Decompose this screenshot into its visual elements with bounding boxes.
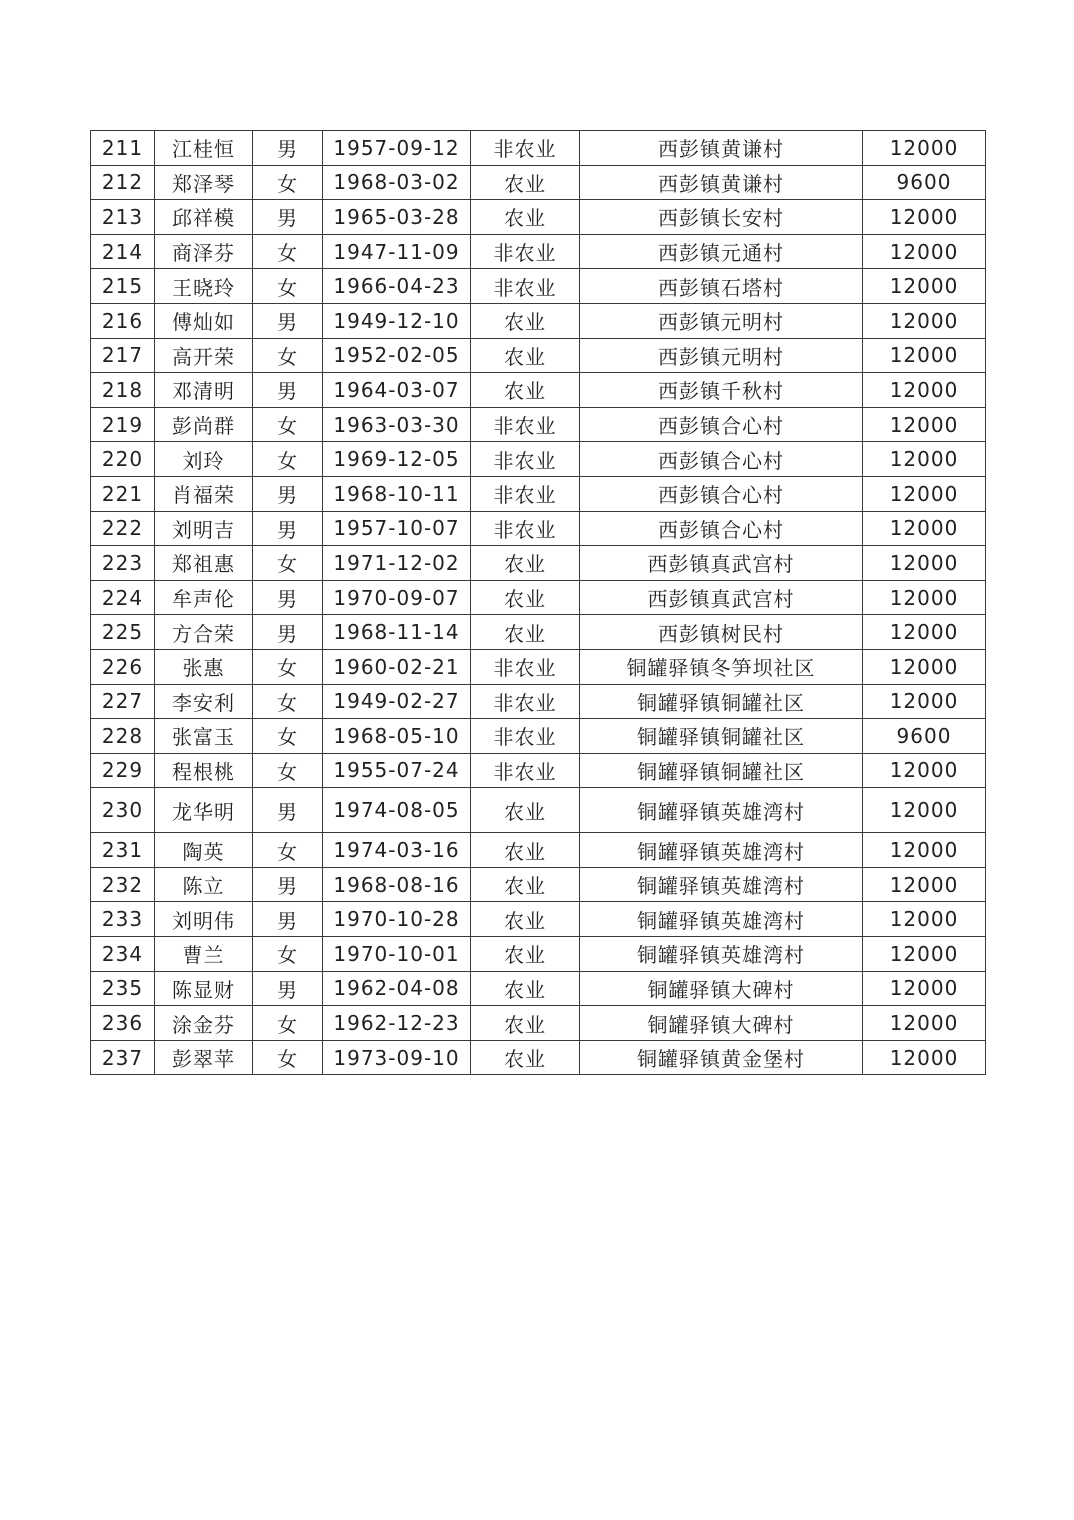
cell-gender: 女 [253, 649, 323, 684]
cell-gender: 男 [253, 902, 323, 937]
cell-household-type: 非农业 [471, 442, 580, 477]
table-row [91, 1040, 986, 1075]
cell-address: 西彭镇真武宫村 [580, 546, 863, 581]
cell-serial-number: 214 [91, 234, 155, 269]
cell-serial-number: 220 [91, 442, 155, 477]
table-row [91, 902, 986, 937]
cell-name: 龙华明 [155, 788, 253, 833]
table-row [91, 971, 986, 1006]
cell-gender: 女 [253, 1040, 323, 1075]
cell-birth-date: 1974-03-16 [323, 833, 471, 868]
cell-serial-number: 228 [91, 719, 155, 754]
table-body [91, 131, 986, 1075]
cell-birth-date: 1971-12-02 [323, 546, 471, 581]
cell-gender: 女 [253, 338, 323, 373]
cell-amount: 12000 [863, 1040, 986, 1075]
cell-serial-number: 237 [91, 1040, 155, 1075]
cell-birth-date: 1968-03-02 [323, 165, 471, 200]
table-row [91, 684, 986, 719]
cell-birth-date: 1973-09-10 [323, 1040, 471, 1075]
cell-serial-number: 234 [91, 937, 155, 972]
cell-gender: 男 [253, 511, 323, 546]
cell-serial-number: 223 [91, 546, 155, 581]
cell-birth-date: 1968-10-11 [323, 476, 471, 511]
cell-name: 刘明伟 [155, 902, 253, 937]
cell-birth-date: 1963-03-30 [323, 407, 471, 442]
cell-household-type: 非农业 [471, 269, 580, 304]
cell-household-type: 农业 [471, 937, 580, 972]
table-row [91, 373, 986, 408]
cell-serial-number: 212 [91, 165, 155, 200]
cell-address: 铜罐驿镇黄金堡村 [580, 1040, 863, 1075]
cell-address: 铜罐驿镇英雄湾村 [580, 788, 863, 833]
cell-amount: 12000 [863, 867, 986, 902]
cell-household-type: 农业 [471, 971, 580, 1006]
cell-serial-number: 230 [91, 788, 155, 833]
cell-household-type: 非农业 [471, 684, 580, 719]
cell-address: 铜罐驿镇英雄湾村 [580, 867, 863, 902]
table-row [91, 338, 986, 373]
cell-amount: 12000 [863, 684, 986, 719]
table-row [91, 867, 986, 902]
cell-birth-date: 1970-09-07 [323, 580, 471, 615]
cell-amount: 9600 [863, 165, 986, 200]
table-row [91, 719, 986, 754]
cell-amount: 12000 [863, 753, 986, 788]
cell-amount: 12000 [863, 580, 986, 615]
cell-household-type: 非农业 [471, 719, 580, 754]
cell-name: 彭翠苹 [155, 1040, 253, 1075]
cell-household-type: 农业 [471, 902, 580, 937]
cell-name: 邱祥模 [155, 200, 253, 235]
cell-address: 铜罐驿镇铜罐社区 [580, 719, 863, 754]
table-row [91, 753, 986, 788]
cell-household-type: 农业 [471, 303, 580, 338]
table-row [91, 234, 986, 269]
cell-name: 牟声伦 [155, 580, 253, 615]
cell-amount: 12000 [863, 269, 986, 304]
cell-birth-date: 1957-10-07 [323, 511, 471, 546]
cell-serial-number: 221 [91, 476, 155, 511]
cell-gender: 女 [253, 269, 323, 304]
cell-gender: 男 [253, 476, 323, 511]
cell-gender: 女 [253, 753, 323, 788]
cell-gender: 男 [253, 971, 323, 1006]
cell-serial-number: 235 [91, 971, 155, 1006]
cell-amount: 12000 [863, 373, 986, 408]
cell-amount: 12000 [863, 788, 986, 833]
table-row [91, 303, 986, 338]
cell-address: 西彭镇千秋村 [580, 373, 863, 408]
cell-gender: 男 [253, 200, 323, 235]
cell-serial-number: 229 [91, 753, 155, 788]
cell-birth-date: 1965-03-28 [323, 200, 471, 235]
cell-birth-date: 1970-10-01 [323, 937, 471, 972]
cell-household-type: 农业 [471, 338, 580, 373]
cell-gender: 女 [253, 165, 323, 200]
cell-household-type: 农业 [471, 1040, 580, 1075]
cell-serial-number: 231 [91, 833, 155, 868]
cell-name: 江桂恒 [155, 131, 253, 166]
cell-name: 郑泽琴 [155, 165, 253, 200]
cell-address: 铜罐驿镇铜罐社区 [580, 753, 863, 788]
cell-gender: 男 [253, 580, 323, 615]
cell-amount: 12000 [863, 338, 986, 373]
table-row [91, 269, 986, 304]
table-row [91, 937, 986, 972]
cell-birth-date: 1966-04-23 [323, 269, 471, 304]
cell-birth-date: 1949-02-27 [323, 684, 471, 719]
cell-amount: 12000 [863, 971, 986, 1006]
cell-name: 商泽芬 [155, 234, 253, 269]
table-row [91, 788, 986, 833]
cell-amount: 12000 [863, 511, 986, 546]
table-row [91, 615, 986, 650]
cell-amount: 12000 [863, 902, 986, 937]
cell-address: 西彭镇合心村 [580, 442, 863, 477]
cell-address: 铜罐驿镇冬笋坝社区 [580, 649, 863, 684]
cell-amount: 12000 [863, 1006, 986, 1041]
cell-birth-date: 1952-02-05 [323, 338, 471, 373]
cell-gender: 男 [253, 303, 323, 338]
cell-name: 陈显财 [155, 971, 253, 1006]
table-row [91, 1006, 986, 1041]
table-row [91, 511, 986, 546]
cell-serial-number: 222 [91, 511, 155, 546]
cell-amount: 12000 [863, 234, 986, 269]
cell-name: 郑祖惠 [155, 546, 253, 581]
cell-birth-date: 1968-05-10 [323, 719, 471, 754]
cell-birth-date: 1947-11-09 [323, 234, 471, 269]
cell-name: 曹兰 [155, 937, 253, 972]
cell-name: 张富玉 [155, 719, 253, 754]
cell-household-type: 非农业 [471, 649, 580, 684]
table-row [91, 649, 986, 684]
cell-name: 邓清明 [155, 373, 253, 408]
cell-gender: 女 [253, 937, 323, 972]
cell-amount: 12000 [863, 615, 986, 650]
cell-gender: 女 [253, 234, 323, 269]
cell-address: 西彭镇合心村 [580, 476, 863, 511]
cell-birth-date: 1949-12-10 [323, 303, 471, 338]
cell-name: 涂金芬 [155, 1006, 253, 1041]
cell-gender: 女 [253, 546, 323, 581]
cell-household-type: 农业 [471, 373, 580, 408]
cell-birth-date: 1962-04-08 [323, 971, 471, 1006]
cell-amount: 12000 [863, 937, 986, 972]
table-row [91, 442, 986, 477]
cell-name: 高开荣 [155, 338, 253, 373]
cell-amount: 12000 [863, 546, 986, 581]
cell-household-type: 农业 [471, 833, 580, 868]
table-row [91, 200, 986, 235]
table-row [91, 546, 986, 581]
table-row [91, 407, 986, 442]
cell-gender: 男 [253, 373, 323, 408]
cell-household-type: 非农业 [471, 753, 580, 788]
cell-name: 刘玲 [155, 442, 253, 477]
cell-address: 西彭镇合心村 [580, 407, 863, 442]
cell-gender: 男 [253, 788, 323, 833]
cell-gender: 男 [253, 867, 323, 902]
cell-serial-number: 219 [91, 407, 155, 442]
cell-address: 西彭镇石塔村 [580, 269, 863, 304]
table-row [91, 131, 986, 166]
cell-address: 西彭镇树民村 [580, 615, 863, 650]
cell-birth-date: 1969-12-05 [323, 442, 471, 477]
cell-address: 西彭镇元明村 [580, 338, 863, 373]
cell-gender: 男 [253, 131, 323, 166]
cell-address: 西彭镇合心村 [580, 511, 863, 546]
cell-amount: 12000 [863, 442, 986, 477]
cell-household-type: 非农业 [471, 234, 580, 269]
cell-household-type: 农业 [471, 867, 580, 902]
cell-serial-number: 224 [91, 580, 155, 615]
cell-address: 铜罐驿镇铜罐社区 [580, 684, 863, 719]
cell-amount: 12000 [863, 303, 986, 338]
cell-gender: 女 [253, 442, 323, 477]
cell-serial-number: 213 [91, 200, 155, 235]
cell-address: 西彭镇真武宫村 [580, 580, 863, 615]
cell-birth-date: 1962-12-23 [323, 1006, 471, 1041]
cell-address: 西彭镇元通村 [580, 234, 863, 269]
cell-address: 铜罐驿镇大碑村 [580, 971, 863, 1006]
cell-name: 王晓玲 [155, 269, 253, 304]
cell-serial-number: 233 [91, 902, 155, 937]
cell-amount: 12000 [863, 200, 986, 235]
cell-household-type: 农业 [471, 200, 580, 235]
cell-name: 陶英 [155, 833, 253, 868]
cell-gender: 女 [253, 1006, 323, 1041]
cell-gender: 女 [253, 833, 323, 868]
cell-serial-number: 226 [91, 649, 155, 684]
cell-amount: 12000 [863, 476, 986, 511]
cell-gender: 女 [253, 684, 323, 719]
cell-gender: 女 [253, 719, 323, 754]
table-row [91, 580, 986, 615]
cell-household-type: 农业 [471, 546, 580, 581]
cell-household-type: 农业 [471, 788, 580, 833]
cell-birth-date: 1955-07-24 [323, 753, 471, 788]
cell-serial-number: 232 [91, 867, 155, 902]
cell-birth-date: 1960-02-21 [323, 649, 471, 684]
cell-address: 铜罐驿镇英雄湾村 [580, 833, 863, 868]
cell-name: 肖福荣 [155, 476, 253, 511]
cell-amount: 12000 [863, 649, 986, 684]
cell-birth-date: 1957-09-12 [323, 131, 471, 166]
cell-address: 西彭镇黄谦村 [580, 131, 863, 166]
cell-name: 张惠 [155, 649, 253, 684]
cell-serial-number: 225 [91, 615, 155, 650]
cell-household-type: 农业 [471, 1006, 580, 1041]
cell-name: 方合荣 [155, 615, 253, 650]
cell-household-type: 非农业 [471, 476, 580, 511]
cell-household-type: 非农业 [471, 511, 580, 546]
cell-name: 李安利 [155, 684, 253, 719]
cell-address: 西彭镇元明村 [580, 303, 863, 338]
cell-household-type: 农业 [471, 615, 580, 650]
cell-name: 彭尚群 [155, 407, 253, 442]
cell-birth-date: 1968-08-16 [323, 867, 471, 902]
cell-name: 刘明吉 [155, 511, 253, 546]
cell-address: 铜罐驿镇大碑村 [580, 1006, 863, 1041]
table-row [91, 833, 986, 868]
cell-name: 陈立 [155, 867, 253, 902]
cell-household-type: 非农业 [471, 131, 580, 166]
cell-serial-number: 211 [91, 131, 155, 166]
cell-amount: 12000 [863, 131, 986, 166]
table-row [91, 476, 986, 511]
cell-household-type: 农业 [471, 580, 580, 615]
subsidy-recipient-table [90, 130, 986, 1075]
cell-serial-number: 236 [91, 1006, 155, 1041]
cell-birth-date: 1964-03-07 [323, 373, 471, 408]
cell-address: 西彭镇长安村 [580, 200, 863, 235]
cell-birth-date: 1968-11-14 [323, 615, 471, 650]
cell-household-type: 非农业 [471, 407, 580, 442]
cell-household-type: 农业 [471, 165, 580, 200]
cell-name: 傅灿如 [155, 303, 253, 338]
cell-address: 铜罐驿镇英雄湾村 [580, 902, 863, 937]
cell-gender: 女 [253, 407, 323, 442]
cell-gender: 男 [253, 615, 323, 650]
cell-amount: 12000 [863, 407, 986, 442]
cell-amount: 9600 [863, 719, 986, 754]
cell-serial-number: 227 [91, 684, 155, 719]
cell-name: 程根桃 [155, 753, 253, 788]
cell-address: 铜罐驿镇英雄湾村 [580, 937, 863, 972]
cell-amount: 12000 [863, 833, 986, 868]
cell-serial-number: 215 [91, 269, 155, 304]
cell-serial-number: 216 [91, 303, 155, 338]
cell-serial-number: 217 [91, 338, 155, 373]
table-row [91, 165, 986, 200]
cell-address: 西彭镇黄谦村 [580, 165, 863, 200]
cell-birth-date: 1970-10-28 [323, 902, 471, 937]
cell-serial-number: 218 [91, 373, 155, 408]
cell-birth-date: 1974-08-05 [323, 788, 471, 833]
